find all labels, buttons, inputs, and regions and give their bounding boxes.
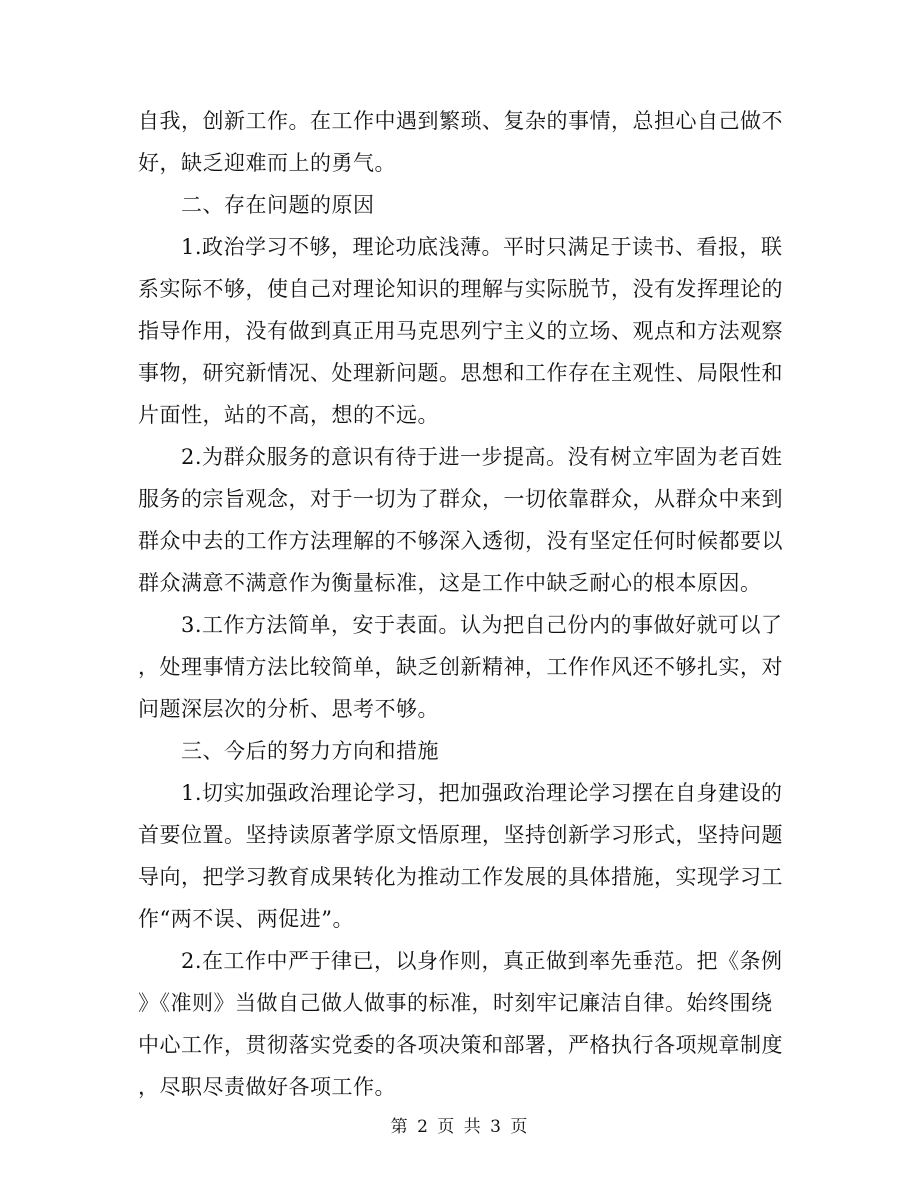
section-heading: 三、今后的努力方向和措施 <box>181 739 439 763</box>
paragraph-line: 好，缺乏迎难而上的勇气。 <box>138 151 396 175</box>
section-heading: 二、存在问题的原因 <box>181 193 375 217</box>
paragraph-line: 1.切实加强政治理论学习，把加强政治理论学习摆在自身建设的 <box>181 781 783 805</box>
page-number-footer: 第 2 页 共 3 页 <box>390 1117 530 1137</box>
paragraph-line: 2.在工作中严于律已，以身作则，真正做到率先垂范。把《条例 <box>181 949 783 973</box>
paragraph-line: 中心工作，贯彻落实党委的各项决策和部署，严格执行各项规章制度 <box>138 1033 783 1057</box>
paragraph-line: 群众中去的工作方法理解的不够深入透彻，没有坚定任何时候都要以 <box>138 529 783 553</box>
paragraph-line: ，尽职尽责做好各项工作。 <box>138 1075 396 1099</box>
paragraph-line: 1.政治学习不够，理论功底浅薄。平时只满足于读书、看报，联 <box>181 235 783 259</box>
paragraph-line: 作“两不误、两促进”。 <box>138 907 354 931</box>
paragraph-line: 2.为群众服务的意识有待于进一步提高。没有树立牢固为老百姓 <box>181 445 783 469</box>
paragraph-line: 》《准则》当做自己做人做事的标准，时刻牢记廉洁自律。始终围绕 <box>138 991 773 1015</box>
paragraph-line: 群众满意不满意作为衡量标准，这是工作中缺乏耐心的根本原因。 <box>138 571 762 595</box>
paragraph-line: 3.工作方法简单，安于表面。认为把自己份内的事做好就可以了 <box>181 613 783 637</box>
paragraph-line: 系实际不够，使自己对理论知识的理解与实际脱节，没有发挥理论的 <box>138 277 783 301</box>
paragraph-line: 导向，把学习教育成果转化为推动工作发展的具体措施，实现学习工 <box>138 865 783 889</box>
paragraph-line: 指导作用，没有做到真正用马克思列宁主义的立场、观点和方法观察 <box>138 319 783 343</box>
paragraph-line: 问题深层次的分析、思考不够。 <box>138 697 439 721</box>
document-body <box>138 100 783 1108</box>
paragraph-line: ，处理事情方法比较简单，缺乏创新精神，工作作风还不够扎实，对 <box>138 655 783 679</box>
paragraph-line: 服务的宗旨观念，对于一切为了群众，一切依靠群众，从群众中来到 <box>138 487 783 511</box>
paragraph-line: 自我，创新工作。在工作中遇到繁琐、复杂的事情，总担心自己做不 <box>138 109 783 133</box>
paragraph-line: 事物，研究新情况、处理新问题。思想和工作存在主观性、局限性和 <box>138 361 783 385</box>
paragraph-line: 首要位置。坚持读原著学原文悟原理，坚持创新学习形式，坚持问题 <box>138 823 783 847</box>
paragraph-line: 片面性，站的不高，想的不远。 <box>138 403 439 427</box>
